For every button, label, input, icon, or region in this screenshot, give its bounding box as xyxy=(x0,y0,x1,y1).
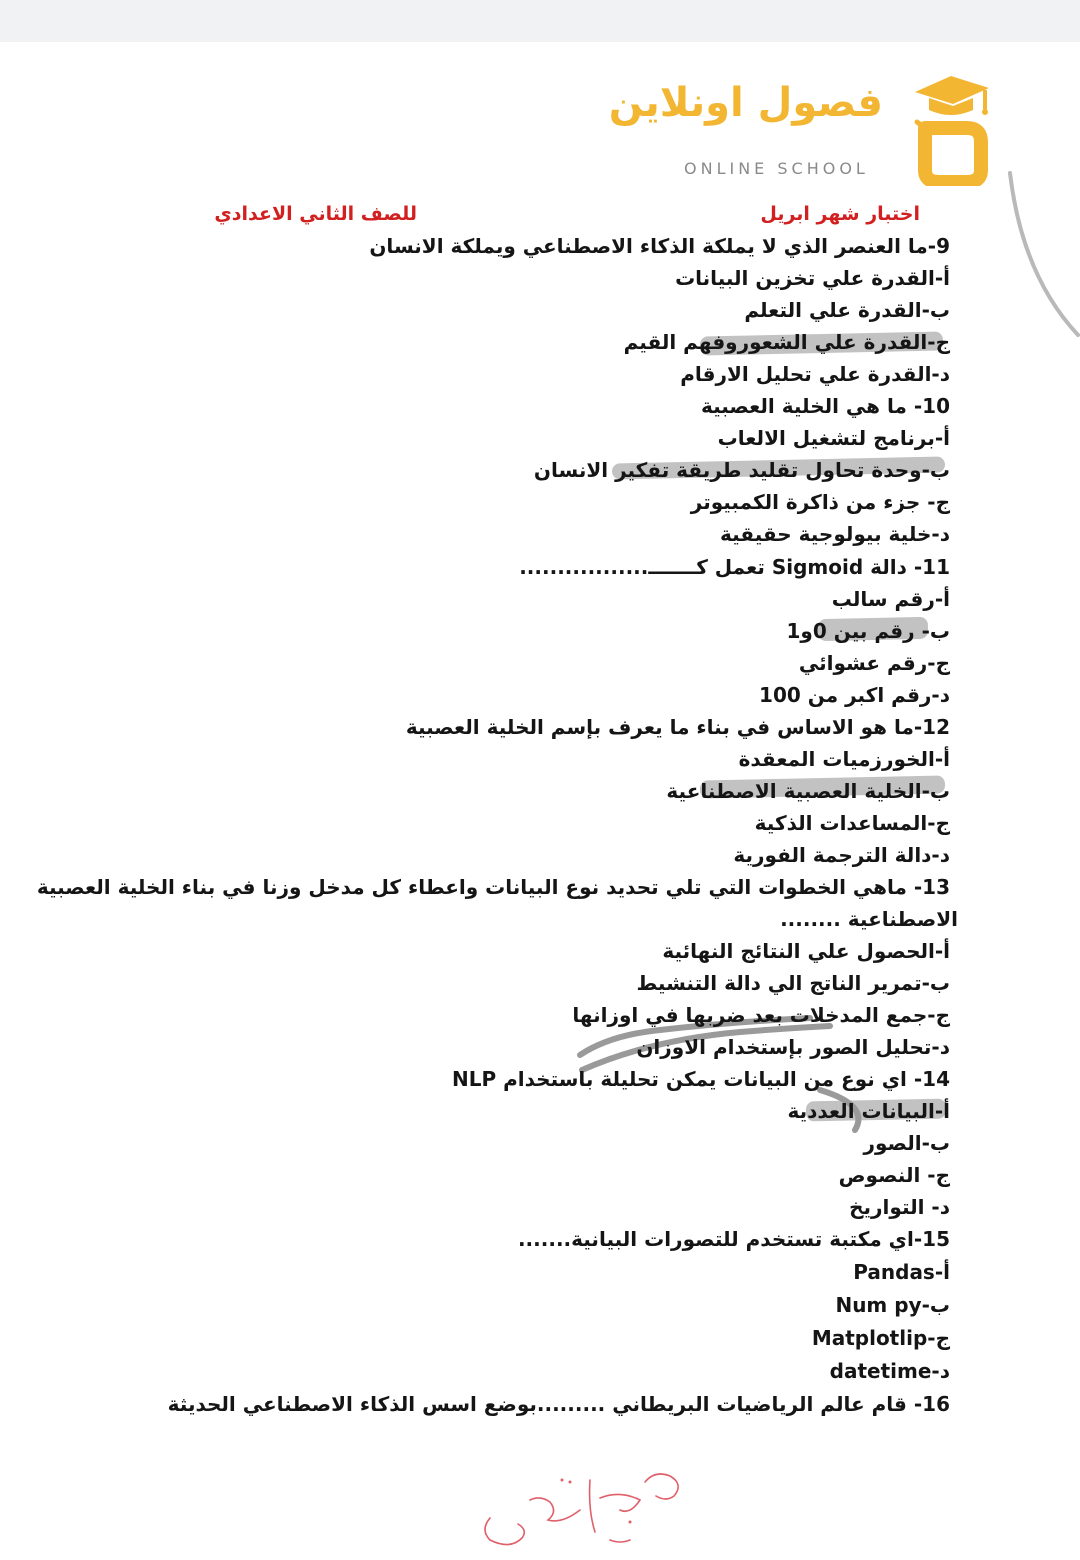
option-a: أ-البيانات العددية xyxy=(787,1099,950,1123)
option-a: أ-القدرة علي تخزين البيانات xyxy=(675,266,950,290)
option-d: د-تحليل الصور بإستخدام الاوزان xyxy=(636,1035,950,1059)
option-c: ج-جمع المدخلات بعد ضربها في اوزانها xyxy=(572,1003,950,1027)
option-b: ب-Num py xyxy=(835,1293,950,1317)
option-d: د-datetime xyxy=(829,1359,950,1383)
question-9: 9-ما العنصر الذي لا يملكة الذكاء الاصطناعي ويملكة الانسان xyxy=(369,234,950,258)
option-d: د- التواريخ xyxy=(849,1195,950,1219)
option-b: ب-القدرة علي التعلم xyxy=(744,298,950,322)
option-c: ج-رقم عشوائي xyxy=(798,651,950,675)
exam-title: اختبار شهر ابريل xyxy=(760,203,920,225)
option-a: أ-الخورزميات المعقدة xyxy=(738,747,950,771)
question-12: 12-ما هو الاساس في بناء ما يعرف بإسم الخلية العصبية xyxy=(405,715,950,739)
school-logo xyxy=(608,70,995,190)
option-d: د-القدرة علي تحليل الارقام xyxy=(680,362,950,386)
logo-brand-arabic: فصول اونلاين xyxy=(608,80,883,126)
question-13: 13- ماهي الخطوات التي تلي تحديد نوع البيانات واعطاء كل مدخل وزنا في بناء الخلية العصبية xyxy=(36,875,950,899)
option-d: د-رقم اكبر من 100 xyxy=(759,683,950,707)
option-b: ب-الصور xyxy=(863,1131,950,1155)
question-15: 15-اي مكتبة تستخدم للتصورات البيانية....... xyxy=(517,1227,950,1251)
option-c: ج-المساعدات الذكية xyxy=(754,811,950,835)
question-14: 14- اي نوع من البيانات يمكن تحليلة باستخدام NLP xyxy=(451,1067,950,1091)
option-d: د-خلية بيولوجية حقيقية xyxy=(720,522,950,546)
option-a: أ-Pandas xyxy=(853,1260,950,1284)
option-b: ب- رقم بين 0و1 xyxy=(786,619,950,643)
option-a: أ-الحصول علي النتائج النهائية xyxy=(662,939,950,963)
option-c: ج- جزء من ذاكرة الكمبيوتر xyxy=(690,490,950,514)
logo-brand-english: ONLINE SCHOOL xyxy=(684,159,869,178)
option-b: ب-وحدة تحاول تقليد طريقة تفكير الانسان xyxy=(533,458,950,482)
option-d: د-دالة الترجمة الفورية xyxy=(733,843,950,867)
top-band xyxy=(0,0,1080,42)
question-13-continued: الاصطناعية ........ xyxy=(780,907,958,931)
option-a: أ-برنامج لتشغيل الالعاب xyxy=(717,426,950,450)
handwritten-signature xyxy=(470,1440,710,1560)
grade-title: للصف الثاني الاعدادي xyxy=(214,203,417,225)
option-c: ج- النصوص xyxy=(838,1163,950,1187)
question-11: 11- دالة Sigmoid تعمل كـــــــ................. xyxy=(519,555,950,579)
option-c: ج-Matplotlip xyxy=(811,1326,950,1350)
option-a: أ-رقم سالب xyxy=(831,587,950,611)
edge-curve-mark xyxy=(1000,165,1080,355)
option-c: ج-القدرة علي الشعوروفهم القيم xyxy=(623,330,950,354)
question-10: 10- ما هي الخلية العصبية xyxy=(700,394,950,418)
option-b: ب-الخلية العصبية الاصطناعية xyxy=(666,779,950,803)
graduation-cap-icon xyxy=(905,70,995,186)
question-16: 16- قام عالم الرياضيات البريطاني .........بوضع اسس الذكاء الاصطناعي الحديثة xyxy=(167,1392,950,1416)
option-b: ب-تمرير الناتج الي دالة التنشيط xyxy=(636,971,950,995)
